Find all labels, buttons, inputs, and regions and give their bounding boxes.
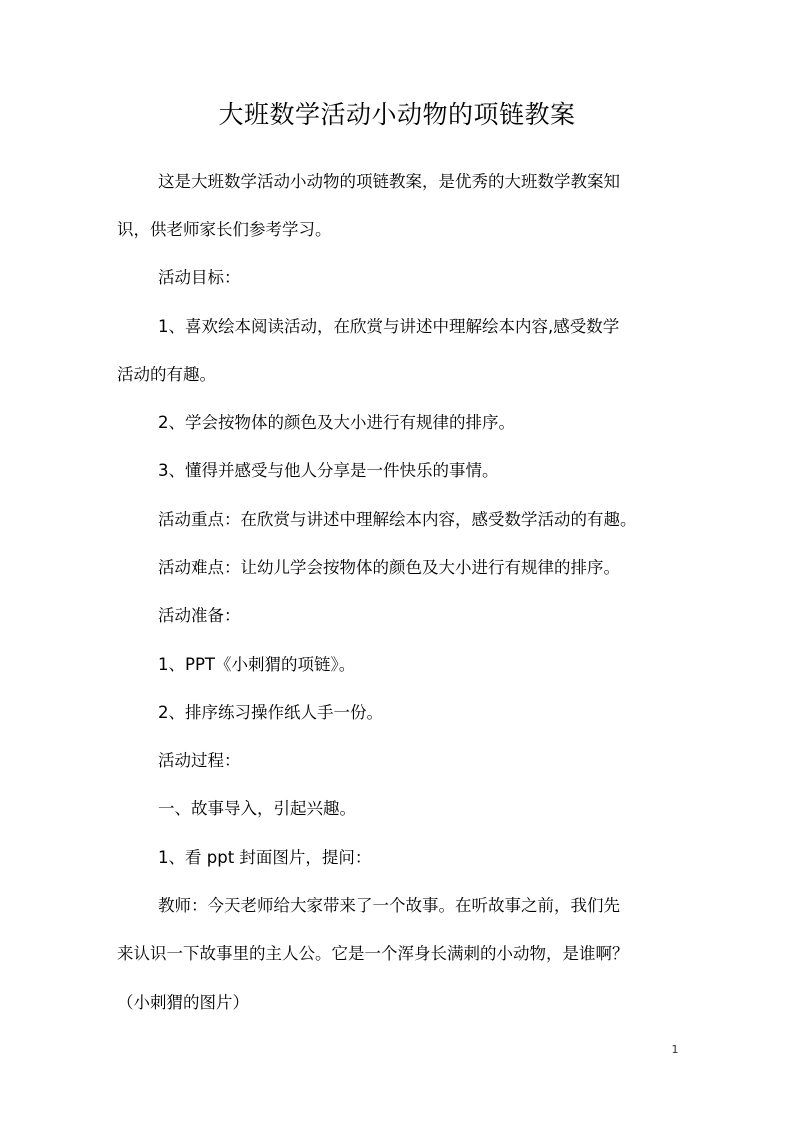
page-number: 1 <box>671 1043 679 1056</box>
intro-paragraph-line-2: 识，供老师家长们参考学习。 <box>117 220 332 239</box>
goal-1-line-2: 活动的有趣。 <box>117 365 216 384</box>
teacher-paragraph-line-1: 教师：今天老师给大家带来了一个故事。在听故事之前，我们先 <box>158 896 620 915</box>
goal-3: 3、懂得并感受与他人分享是一件快乐的事情。 <box>158 461 499 480</box>
goal-2: 2、学会按物体的颜色及大小进行有规律的排序。 <box>158 413 515 432</box>
intro-paragraph-line-1: 这是大班数学活动小动物的项链教案，是优秀的大班数学教案知 <box>158 172 620 191</box>
preparation-item-1: 1、PPT《小刺猬的项链》。 <box>158 655 356 674</box>
difficulty: 活动难点：让幼儿学会按物体的颜色及大小进行有规律的排序。 <box>158 558 620 577</box>
process-heading: 活动过程： <box>158 751 241 770</box>
document-title: 大班数学活动小动物的项链教案 <box>218 100 576 129</box>
goal-1-line-1: 1、喜欢绘本阅读活动，在欣赏与讲述中理解绘本内容,感受数学 <box>158 317 620 336</box>
teacher-paragraph-line-2: 来认识一下故事里的主人公。它是一个浑身长满刺的小动物，是谁啊？ <box>117 944 629 963</box>
preparation-heading: 活动准备： <box>158 606 241 625</box>
key-point: 活动重点：在欣赏与讲述中理解绘本内容，感受数学活动的有趣。 <box>158 510 637 529</box>
step-1-subitem: 1、看 ppt 封面图片，提问： <box>158 848 372 867</box>
goals-heading: 活动目标： <box>158 268 241 287</box>
teacher-paragraph-line-3: （小刺猬的图片） <box>117 993 249 1012</box>
preparation-item-2: 2、排序练习操作纸人手一份。 <box>158 703 383 722</box>
step-1-heading: 一、故事导入，引起兴趣。 <box>158 799 356 818</box>
